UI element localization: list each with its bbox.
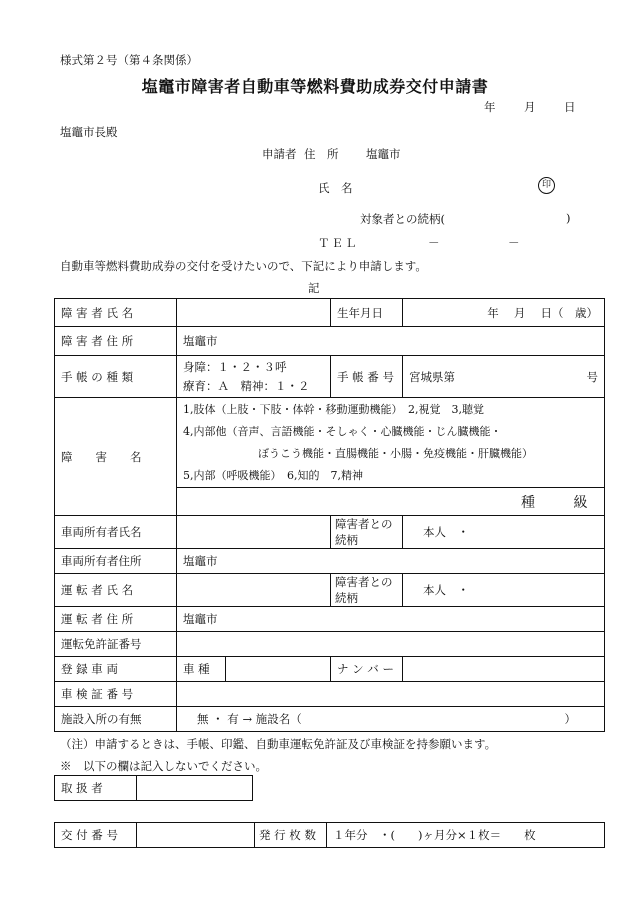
- row-label: 運転免許証番号: [55, 632, 177, 657]
- row-label: 障 害 者 住 所: [55, 327, 177, 356]
- table-row: [55, 299, 605, 327]
- table-row: [55, 776, 253, 801]
- disability-option: 4,内部他（音声、言語機能・そしゃく・心臓機能・じん臓機能・: [183, 424, 502, 438]
- owner-relation-value[interactable]: 本人 ・: [403, 516, 605, 549]
- office-note: ※ 以下の欄は記入しないでください。: [60, 759, 267, 773]
- date-month: 月: [524, 100, 536, 114]
- car-type-cell[interactable]: [226, 657, 331, 682]
- issue-number-cell[interactable]: [137, 823, 255, 848]
- row-label: 車両所有者氏名: [55, 516, 177, 549]
- book-type-line: 療育：Ａ 精神：１・２: [183, 378, 310, 393]
- facility-cell[interactable]: [177, 707, 605, 732]
- inspection-cell[interactable]: [177, 682, 605, 707]
- book-number-cell[interactable]: [403, 356, 605, 398]
- issue-table: [54, 822, 605, 848]
- seal-icon: 印: [538, 177, 555, 194]
- row-label: 施設入所の有無: [55, 707, 177, 732]
- intro-text: 自動車等燃料費助成券の交付を受けたいので、下記により申請します。: [60, 259, 427, 273]
- grade-cell[interactable]: [177, 488, 605, 516]
- plate-label: ナ ン バ ー: [331, 657, 403, 682]
- relation-label: 対象者との続柄(: [360, 212, 445, 226]
- handler-label: 取 扱 者: [55, 776, 137, 801]
- form-number: 様式第２号（第４条関係）: [60, 53, 198, 67]
- disability-option: ぼうこう機能・直腸機能・小腸・免疫機能・肝臓機能）: [258, 446, 533, 460]
- tel-label: ＴＥＬ: [318, 236, 359, 250]
- birth-value[interactable]: 年 月 日（ 歳）: [403, 299, 605, 327]
- row-label: 登 録 車 両: [55, 657, 177, 682]
- applicant-address-value: 塩竈市: [366, 147, 401, 161]
- table-row: [55, 657, 605, 682]
- driver-relation-value[interactable]: 本人 ・: [403, 574, 605, 607]
- date-year: 年: [484, 100, 496, 114]
- addressee: 塩竈市長殿: [60, 125, 118, 139]
- birth-label: 生年月日: [331, 299, 403, 327]
- issue-count-label: 発 行 枚 数: [255, 823, 327, 848]
- disability-options[interactable]: [177, 398, 605, 488]
- table-row: [55, 707, 605, 732]
- driver-name-cell[interactable]: [177, 574, 331, 607]
- issue-number-label: 交 付 番 号: [55, 823, 137, 848]
- disability-option: 1,肢体（上肢・下肢・体幹・移動運動機能） 2,視覚 3,聴覚: [183, 402, 484, 416]
- row-label: 車 検 証 番 号: [55, 682, 177, 707]
- owner-name-cell[interactable]: [177, 516, 331, 549]
- license-cell[interactable]: [177, 632, 605, 657]
- handler-cell[interactable]: [137, 776, 253, 801]
- car-type-label: 車 種: [177, 657, 226, 682]
- disability-option: 5,内部（呼吸機能） 6,知的 7,精神: [183, 468, 363, 482]
- owner-relation-label: 障害者との続柄: [331, 516, 403, 549]
- row-label: 障 害 名: [55, 398, 177, 516]
- applicant-role: 申請者: [262, 147, 297, 161]
- book-number-label: 手 帳 番 号: [331, 356, 403, 398]
- table-row: [55, 516, 605, 549]
- table-row: [55, 632, 605, 657]
- owner-address-cell[interactable]: 塩竈市: [177, 549, 605, 574]
- table-row: [55, 574, 605, 607]
- date-day: 日: [564, 100, 576, 114]
- row-label: 車両所有者住所: [55, 549, 177, 574]
- row-label: 運 転 者 住 所: [55, 607, 177, 632]
- table-row: [55, 823, 605, 848]
- grade-type-label: 種: [521, 494, 535, 511]
- facility-value: 無 ・ 有 → 施設名（: [197, 712, 302, 726]
- table-row: [55, 356, 605, 398]
- tel-dash-1: －: [428, 236, 440, 250]
- name-input-cell[interactable]: [177, 299, 331, 327]
- application-table: [54, 298, 605, 732]
- table-row: [55, 607, 605, 632]
- table-row: [55, 398, 605, 488]
- applicant-name-label: 氏 名: [318, 181, 353, 195]
- driver-address-cell[interactable]: 塩竈市: [177, 607, 605, 632]
- book-number-suffix: 号: [586, 369, 598, 384]
- grade-level-label: 級: [573, 494, 588, 511]
- book-type-line: 身障：１・２・３呼: [183, 359, 287, 374]
- row-label: 運 転 者 氏 名: [55, 574, 177, 607]
- row-label: 手 帳 の 種 類: [55, 356, 177, 398]
- handler-table: [54, 775, 253, 801]
- row-label: 障 害 者 氏 名: [55, 299, 177, 327]
- driver-relation-label: 障害者との続柄: [331, 574, 403, 607]
- table-row: [55, 682, 605, 707]
- page-title: 塩竈市障害者自動車等燃料費助成券交付申請書: [141, 77, 489, 96]
- book-number-prefix: 宮城県第: [409, 369, 455, 384]
- ki-mark: 記: [308, 281, 320, 295]
- table-row: [55, 327, 605, 356]
- relation-close: ): [566, 211, 571, 225]
- tel-dash-2: －: [508, 236, 520, 250]
- note-text: （注）申請するときは、手帳、印鑑、自動車運転免許証及び車検証を持参願います。: [60, 737, 497, 751]
- facility-close: ）: [564, 712, 576, 726]
- applicant-address-label: 住 所: [304, 147, 339, 161]
- table-row: [55, 549, 605, 574]
- issue-count-value[interactable]: １年分 ・( )ヶ月分×１枚＝ 枚: [327, 823, 605, 848]
- plate-cell[interactable]: [403, 657, 605, 682]
- address-input-cell[interactable]: 塩竈市: [177, 327, 605, 356]
- book-type-cell[interactable]: [177, 356, 331, 398]
- seal-mark: [538, 176, 555, 194]
